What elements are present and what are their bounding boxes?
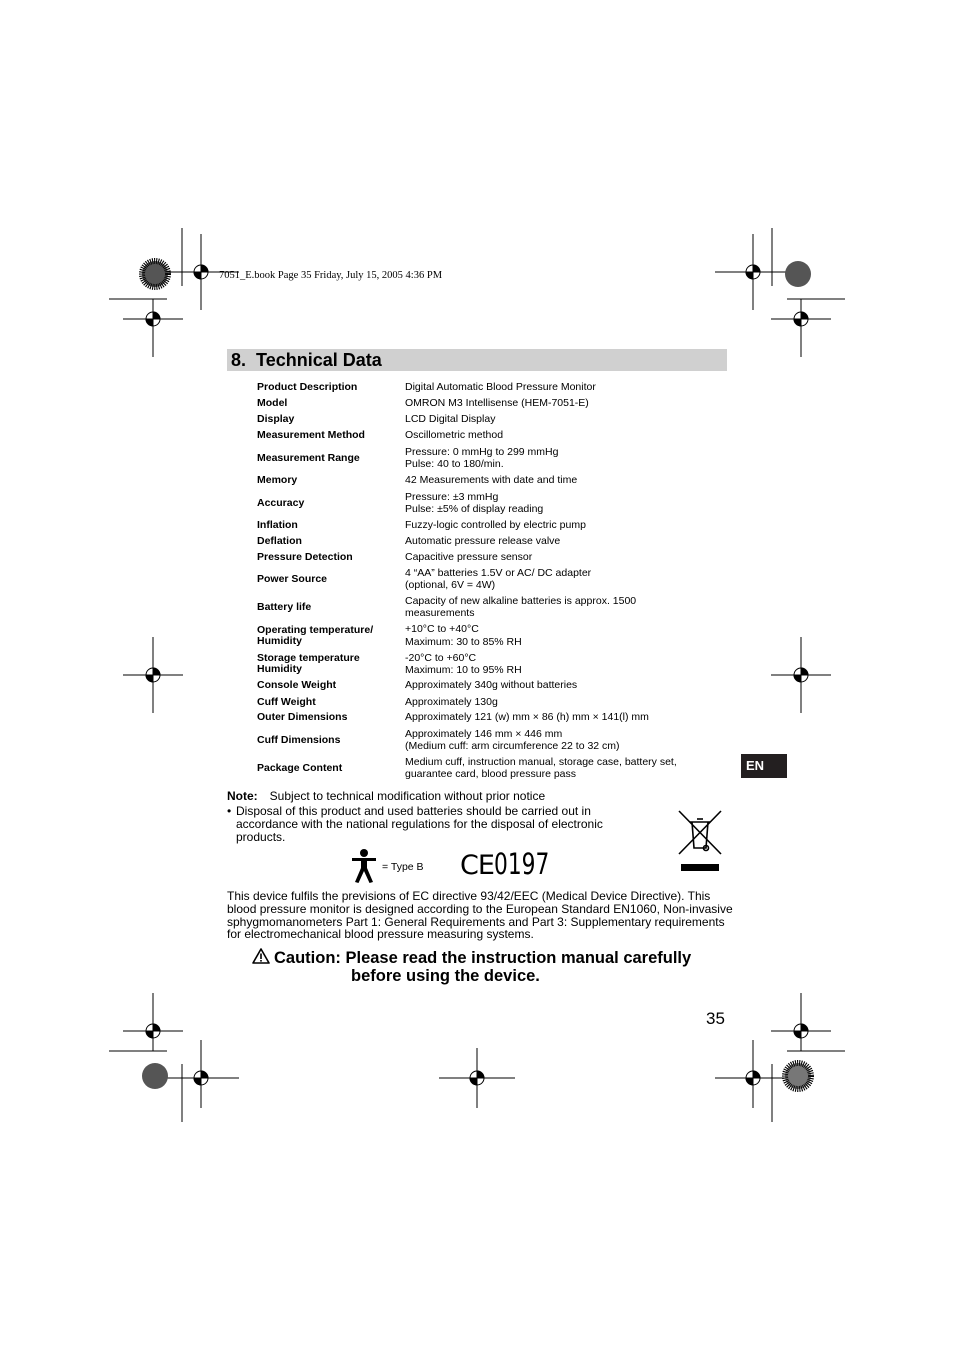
ce-mark xyxy=(460,846,568,882)
spec-value xyxy=(405,727,725,753)
spec-label: Storage temperature Humidity xyxy=(257,652,360,675)
spec-value-line: Automatic pressure release valve xyxy=(405,535,561,548)
spec-value-line: Pressure: 0 mmHg to 299 mmHg xyxy=(405,445,559,458)
spec-row xyxy=(257,622,727,649)
spec-row xyxy=(257,518,727,533)
disposal-notice xyxy=(227,805,647,843)
spec-row xyxy=(257,380,727,395)
spec-value xyxy=(405,678,725,693)
spec-row xyxy=(257,534,727,549)
spec-value-line: Pulse: 40 to 180/min. xyxy=(405,458,504,470)
spec-value xyxy=(405,428,725,443)
bullet: • xyxy=(227,804,232,818)
spec-row xyxy=(257,678,727,693)
ce-number: 0197 xyxy=(493,847,550,881)
spec-value xyxy=(405,651,725,677)
spec-label: Console Weight xyxy=(257,679,337,691)
spec-value xyxy=(405,412,725,427)
note-label: Note: xyxy=(227,789,258,803)
spec-value xyxy=(405,518,725,533)
note-text: Subject to technical modification without prior notice xyxy=(269,789,546,803)
spec-value xyxy=(405,594,725,620)
spec-label: Outer Dimensions xyxy=(257,711,348,723)
spec-value-line: Pressure: ±3 mmHg xyxy=(405,490,499,503)
spec-row xyxy=(257,444,727,472)
spec-label: Power Source xyxy=(257,572,328,585)
caution xyxy=(252,948,742,985)
spec-value-line: Maximum: 10 to 95% RH xyxy=(405,664,522,676)
spec-row xyxy=(257,550,727,565)
spec-row xyxy=(257,594,727,620)
spec-label: Operating temperature/ Humidity xyxy=(257,623,374,647)
spec-value-line: Pulse: ±5% of display reading xyxy=(405,503,544,515)
spec-value xyxy=(405,396,725,411)
spec-row xyxy=(257,396,727,411)
spec-label: Accuracy xyxy=(257,496,305,509)
section-number: 8. xyxy=(231,350,247,370)
spec-value xyxy=(405,695,725,710)
spec-row xyxy=(257,489,727,517)
spec-label: Package Content xyxy=(257,761,343,774)
spec-value-line: Approximately 121 (w) mm × 86 (h) mm × 141(l) mm xyxy=(405,711,649,724)
spec-label: Product Description xyxy=(257,381,358,393)
spec-label: Measurement Method xyxy=(257,429,365,441)
type-b-label: = Type B xyxy=(382,861,424,873)
spec-label: Model xyxy=(257,397,288,409)
spec-label: Memory xyxy=(257,474,298,486)
disposal-text: Disposal of this product and used batteries should be carried out in accordance with the national regulations for the disposal of electronic products. xyxy=(236,804,603,844)
spec-value xyxy=(405,534,725,549)
spec-value xyxy=(405,550,725,565)
spec-value-line: Fuzzy-logic controlled by electric pump xyxy=(405,519,586,532)
type-b-icon xyxy=(350,848,378,884)
spec-value xyxy=(405,566,725,592)
spec-label: Deflation xyxy=(257,535,302,547)
spec-label: Pressure Detection xyxy=(257,551,353,563)
spec-row xyxy=(257,412,727,427)
print-header: 7051_E.book Page 35 Friday, July 15, 2005 4:36 PM xyxy=(219,270,443,281)
spec-value xyxy=(405,380,725,395)
spec-value-line: Approximately 130g xyxy=(405,696,498,709)
spec-value xyxy=(405,473,725,488)
spec-label: Battery life xyxy=(257,600,312,613)
spec-value-line: Capacity of new alkaline batteries is approx. 1500 xyxy=(405,594,637,607)
spec-value-line: Approximately 146 mm × 446 mm xyxy=(405,727,563,740)
spec-label: Measurement Range xyxy=(257,451,360,464)
spec-value-line: -20°C to +60°C xyxy=(405,651,477,664)
spec-value xyxy=(405,710,725,725)
directive-text: This device fulfils the previsions of EC directive 93/42/EEC (Medical Device Directive). This blood pressure monitor is designed according to the European Standard EN1060, Non-invasive sphygmomanometers Part 1: General Requirements and Part 3: Supplementary requirements for electromechanical blood pressure measuring systems. xyxy=(227,889,733,942)
spec-value-line: Approximately 340g without batteries xyxy=(405,679,578,692)
spec-row xyxy=(257,473,727,488)
spec-row xyxy=(257,727,727,753)
spec-value-line: 4 “AA” batteries 1.5V or AC/ DC adapter xyxy=(405,566,592,579)
spec-value-line: 42 Measurements with date and time xyxy=(405,474,578,487)
spec-label: Cuff Dimensions xyxy=(257,733,341,746)
spec-value-line: Capacitive pressure sensor xyxy=(405,551,533,564)
ce-symbol: CE xyxy=(460,850,494,881)
spec-row xyxy=(257,755,727,781)
section-title-text: Technical Data xyxy=(256,350,382,370)
spec-row xyxy=(257,651,727,677)
spec-value xyxy=(405,489,725,517)
spec-row xyxy=(257,695,727,710)
caution-line-2: before using the device. xyxy=(351,967,540,985)
spec-value-line: guarantee card, blood pressure pass xyxy=(405,768,577,780)
spec-row xyxy=(257,428,727,443)
spec-value xyxy=(405,622,725,649)
spec-row xyxy=(257,566,727,592)
spec-value-line: (optional, 6V = 4W) xyxy=(405,579,496,591)
note xyxy=(227,789,545,803)
page-number: 35 xyxy=(706,1009,725,1028)
spec-label: Cuff Weight xyxy=(257,696,316,708)
spec-value-line: Oscillometric method xyxy=(405,429,504,442)
warning-icon xyxy=(252,948,270,964)
spec-value-line: (Medium cuff: arm circumference 22 to 32 cm) xyxy=(405,740,620,752)
spec-value-line: LCD Digital Display xyxy=(405,413,496,426)
spec-value-line: Maximum: 30 to 85% RH xyxy=(405,635,522,648)
spec-value-line: Digital Automatic Blood Pressure Monitor xyxy=(405,381,596,394)
spec-value-line: OMRON M3 Intellisense (HEM-7051-E) xyxy=(405,397,589,410)
spec-value-line: +10°C to +40°C xyxy=(405,623,479,635)
spec-label: Display xyxy=(257,413,295,425)
spec-value-line: measurements xyxy=(405,607,475,619)
weee-bin-icon xyxy=(676,808,724,874)
caution-line-1: Caution: Please read the instruction manual carefully xyxy=(274,949,692,967)
spec-value xyxy=(405,755,725,781)
spec-row xyxy=(257,710,727,725)
language-tab: EN xyxy=(741,754,787,778)
spec-value-line: Medium cuff, instruction manual, storage case, battery set, xyxy=(405,755,677,768)
spec-value xyxy=(405,444,725,472)
spec-label: Inflation xyxy=(257,519,298,531)
